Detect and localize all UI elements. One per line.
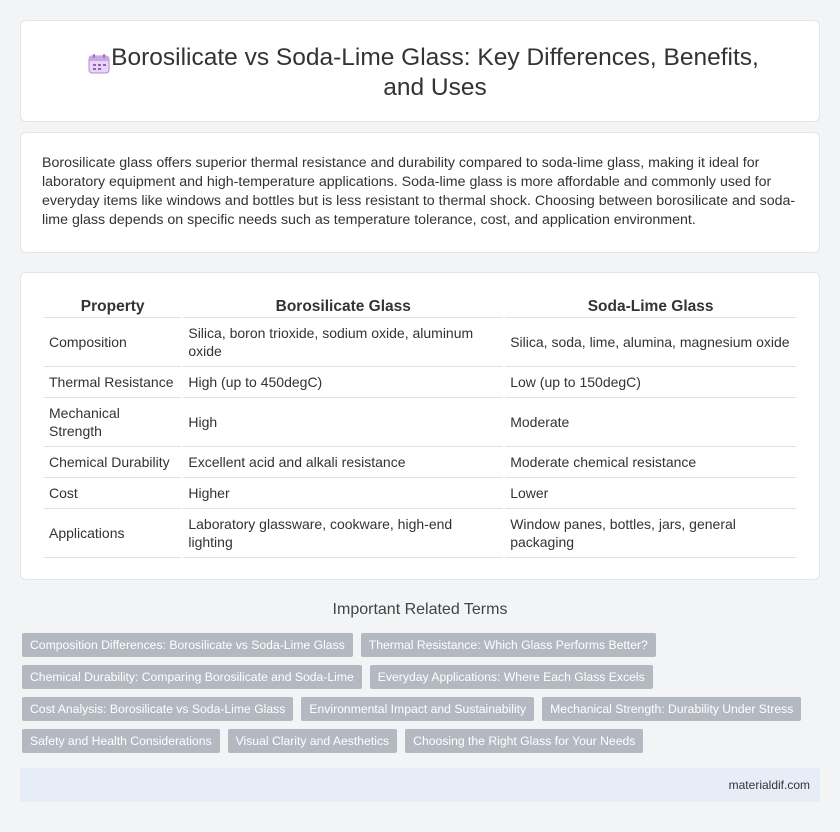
table-cell: Cost <box>44 478 181 509</box>
related-terms-list <box>22 633 812 761</box>
column-header-borosilicate: Borosilicate Glass <box>183 296 503 318</box>
comparison-table-card <box>20 272 820 580</box>
table-cell: High <box>183 398 503 447</box>
tag-row <box>22 697 812 721</box>
table-row <box>44 447 796 478</box>
table-cell: Thermal Resistance <box>44 367 181 398</box>
title-wrap <box>61 43 779 103</box>
table-row <box>44 318 796 367</box>
table-row <box>44 398 796 447</box>
page-title: Borosilicate vs Soda-Lime Glass: Key Differences, Benefits, and Uses <box>111 44 759 101</box>
footer <box>20 768 820 802</box>
table-cell: Low (up to 150degC) <box>505 367 796 398</box>
table-row <box>44 367 796 398</box>
table-cell: High (up to 450degC) <box>183 367 503 398</box>
table-cell: Higher <box>183 478 503 509</box>
table-cell: Composition <box>44 318 181 367</box>
table-row <box>44 509 796 558</box>
related-term-link[interactable]: Safety and Health Considerations <box>22 729 220 753</box>
table-cell: Mechanical Strength <box>44 398 181 447</box>
table-header-row <box>44 296 796 318</box>
intro-card <box>20 132 820 253</box>
related-term-link[interactable]: Chemical Durability: Comparing Borosilicate and Soda-Lime <box>22 665 362 689</box>
footer-site-name: materialdif.com <box>728 778 810 792</box>
table-cell: Chemical Durability <box>44 447 181 478</box>
calendar-icon <box>86 53 112 75</box>
related-term-link[interactable]: Choosing the Right Glass for Your Needs <box>405 729 643 753</box>
table-cell: Window panes, bottles, jars, general packaging <box>505 509 796 558</box>
column-header-soda-lime: Soda-Lime Glass <box>505 296 796 318</box>
column-header-property: Property <box>44 296 181 318</box>
tag-row <box>22 729 812 753</box>
related-term-link[interactable]: Mechanical Strength: Durability Under Stress <box>542 697 801 721</box>
related-term-link[interactable]: Visual Clarity and Aesthetics <box>228 729 398 753</box>
related-term-link[interactable]: Environmental Impact and Sustainability <box>301 697 534 721</box>
table-cell: Moderate <box>505 398 796 447</box>
header-card <box>20 20 820 122</box>
related-term-link[interactable]: Everyday Applications: Where Each Glass Excels <box>370 665 653 689</box>
table-cell: Lower <box>505 478 796 509</box>
tag-row <box>22 633 812 657</box>
intro-paragraph: Borosilicate glass offers superior thermal resistance and durability compared to soda-lime glass, making it ideal for laboratory equipment and high-temperature applications. Soda-lime glass is more affordable and commonly used for everyday items like windows and bottles but is less resistant to thermal shock. Choosing between borosilicate and soda-lime glass depends on specific needs such as temperature tolerance, cost, and application environment. <box>42 155 796 228</box>
table-cell: Applications <box>44 509 181 558</box>
table-cell: Laboratory glassware, cookware, high-end lighting <box>183 509 503 558</box>
table-row <box>44 478 796 509</box>
related-terms-heading: Important Related Terms <box>332 601 508 618</box>
comparison-table <box>42 296 798 558</box>
table-cell: Moderate chemical resistance <box>505 447 796 478</box>
related-term-link[interactable]: Thermal Resistance: Which Glass Performs Better? <box>361 633 656 657</box>
related-term-link[interactable]: Cost Analysis: Borosilicate vs Soda-Lime Glass <box>22 697 293 721</box>
table-cell: Silica, soda, lime, alumina, magnesium oxide <box>505 318 796 367</box>
table-cell: Excellent acid and alkali resistance <box>183 447 503 478</box>
tag-row <box>22 665 812 689</box>
table-cell: Silica, boron trioxide, sodium oxide, aluminum oxide <box>183 318 503 367</box>
related-term-link[interactable]: Composition Differences: Borosilicate vs Soda-Lime Glass <box>22 633 353 657</box>
